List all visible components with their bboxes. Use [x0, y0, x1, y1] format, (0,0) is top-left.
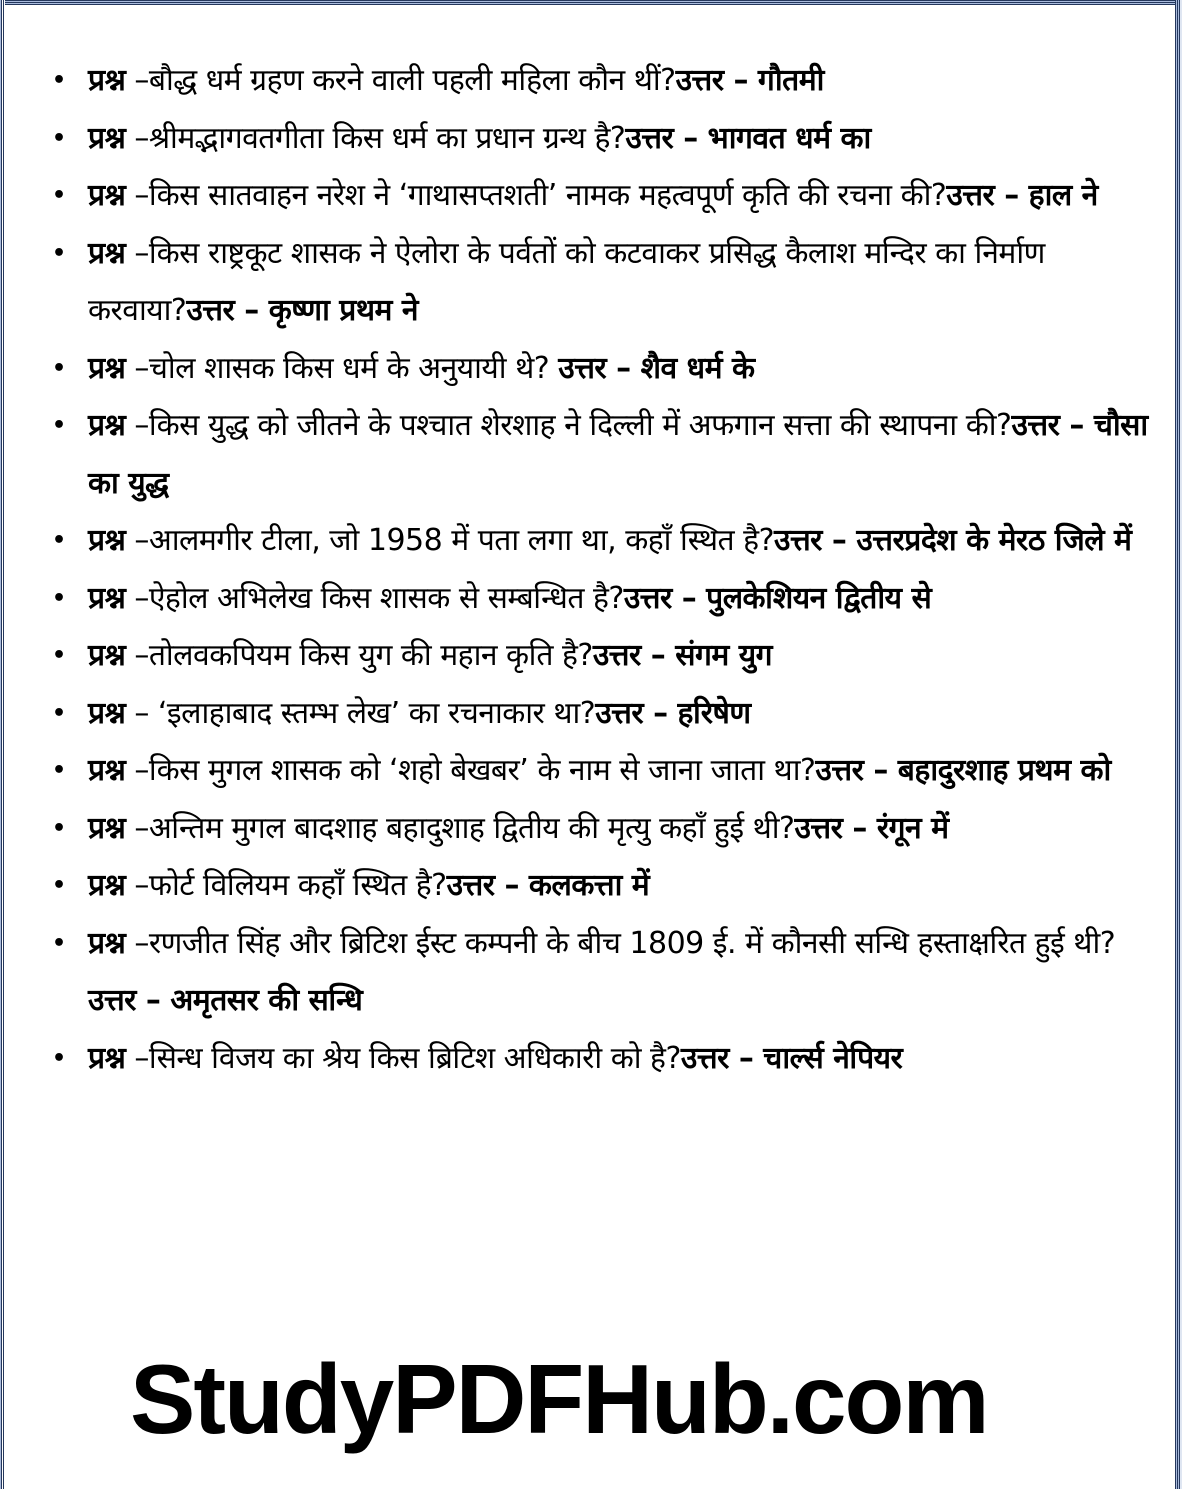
question-text: –बौद्ध धर्म ग्रहण करने वाली पहली महिला कौन थीं? — [125, 63, 676, 98]
answer-text: – बहादुरशाह प्रथम को — [863, 753, 1111, 788]
question-text: –आलमगीर टीला, जो 1958 में पता लगा था, कहाँ स्थित है? — [125, 523, 774, 558]
question-text: –ऐहोल अभिलेख किस शासक से सम्बन्धित है? — [125, 580, 624, 616]
bullet-icon: • — [52, 125, 66, 151]
answer-label: उत्तर — [625, 120, 674, 156]
question-label: प्रश्न — [88, 638, 126, 673]
answer-label: उत्तर — [774, 523, 822, 558]
question-label: प्रश्न — [88, 178, 126, 213]
question-text: –फोर्ट विलियम कहाँ स्थित है? — [125, 868, 447, 903]
question-label: प्रश्न — [88, 120, 126, 156]
answer-label: उत्तर — [815, 753, 864, 788]
bullet-icon: • — [52, 355, 66, 381]
page-border-right — [1175, 0, 1182, 1489]
question-text: –सिन्ध विजय का श्रेय किस ब्रिटिश अधिकारी को है? — [125, 1040, 681, 1076]
answer-text: – पुलकेशियन द्वितीय से — [671, 580, 932, 616]
answer-label: उत्तर — [680, 1040, 729, 1076]
answer-label: उत्तर — [675, 63, 724, 98]
question-text: – ‘इलाहाबाद स्तम्भ लेख’ का रचनाकार था? — [125, 695, 596, 731]
question-label: प्रश्न — [88, 580, 126, 616]
list-item — [48, 915, 1148, 1030]
list-item — [48, 397, 1148, 512]
answer-label: उत्तर — [558, 350, 607, 386]
question-text: –किस युद्ध को जीतने के पश्चात शेरशाह ने दिल्ली में अफगान सत्ता की स्थापना की? — [125, 408, 1012, 443]
answer-text: – हाल ने — [994, 178, 1098, 213]
question-label: प्रश्न — [88, 523, 126, 558]
bullet-icon: • — [52, 930, 66, 956]
question-text: –किस सातवाहन नरेश ने ‘गाथासप्तशती’ नामक महत्वपूर्ण कृति की रचना की? — [125, 178, 947, 213]
document-body — [48, 52, 1148, 1087]
answer-text: – संगम युग — [640, 638, 773, 673]
question-label: प्रश्न — [88, 235, 126, 271]
list-item — [48, 110, 1148, 168]
bullet-icon: • — [52, 1045, 66, 1071]
answer-text: – रंगून में — [842, 810, 949, 846]
question-text: –श्रीमद्भागवतगीता किस धर्म का प्रधान ग्रन्थ है? — [125, 120, 626, 156]
answer-text: – भागवत धर्म का — [673, 120, 871, 156]
bullet-icon: • — [52, 643, 66, 668]
bullet-icon: • — [52, 700, 66, 726]
answer-text: – हरिषेण — [643, 695, 751, 731]
answer-label: उत्तर — [1011, 408, 1060, 443]
answer-text: – गौतमी — [723, 63, 824, 98]
question-label: प्रश्न — [88, 925, 126, 961]
question-label: प्रश्न — [88, 63, 126, 98]
list-item — [48, 1030, 1148, 1088]
bullet-icon: • — [52, 528, 66, 553]
bullet-icon: • — [52, 240, 66, 266]
page-border-left — [0, 0, 5, 1489]
bullet-icon: • — [52, 873, 66, 898]
question-label: प्रश्न — [88, 810, 126, 846]
question-label: प्रश्न — [88, 753, 126, 788]
question-text: –चोल शासक किस धर्म के अनुयायी थे? — [125, 350, 559, 386]
answer-label: उत्तर — [595, 695, 644, 731]
list-item — [48, 742, 1148, 800]
question-label: प्रश्न — [88, 408, 126, 443]
answer-text: – शैव धर्म के — [606, 350, 755, 386]
question-answer-list — [48, 52, 1148, 1087]
question-label: प्रश्न — [88, 1040, 126, 1076]
bullet-icon: • — [52, 815, 66, 841]
bullet-icon: • — [52, 758, 66, 783]
answer-text: – अमृतसर की सन्धि — [135, 983, 363, 1018]
bullet-icon: • — [52, 68, 66, 93]
page-border-top — [0, 0, 1178, 5]
answer-label: उत्तर — [186, 293, 235, 328]
watermark-text: StudyPDFHub.com — [130, 1344, 988, 1454]
list-item — [48, 627, 1148, 685]
question-text: –अन्तिम मुगल बादशाह बहादुशाह द्वितीय की मृत्यु कहाँ हुई थी? — [125, 810, 795, 846]
list-item — [48, 570, 1148, 628]
answer-label: उत्तर — [446, 868, 495, 903]
question-label: प्रश्न — [88, 350, 126, 386]
list-item — [48, 512, 1148, 570]
list-item — [48, 340, 1148, 398]
answer-text: – चौसा का युद्ध — [88, 408, 1148, 501]
answer-label: उत्तर — [794, 810, 843, 846]
question-text: –किस मुगल शासक को ‘शहो बेखबर’ के नाम से जाना जाता था? — [125, 753, 816, 788]
list-item — [48, 167, 1148, 225]
bullet-icon: • — [52, 585, 66, 611]
list-item — [48, 685, 1148, 743]
list-item — [48, 52, 1148, 110]
answer-text: – उत्तरप्रदेश के मेरठ जिले में — [821, 523, 1132, 558]
answer-text: – कृष्णा प्रथम ने — [234, 293, 419, 328]
answer-text: – चार्ल्स नेपियर — [728, 1040, 903, 1076]
list-item — [48, 800, 1148, 858]
bullet-icon: • — [52, 413, 66, 438]
list-item — [48, 225, 1148, 340]
question-text: –रणजीत सिंह और ब्रिटिश ईस्ट कम्पनी के बीच 1809 ई. में कौनसी सन्धि हस्ताक्षरित हुई थी? — [125, 925, 1116, 961]
answer-label: उत्तर — [623, 580, 672, 616]
list-item — [48, 857, 1148, 915]
bullet-icon: • — [52, 183, 66, 208]
question-label: प्रश्न — [88, 695, 126, 731]
answer-text: – कलकत्ता में — [494, 868, 650, 903]
question-text: –तोलवकपियम किस युग की महान कृति है? — [125, 638, 593, 673]
question-text: –किस राष्ट्रकूट शासक ने ऐलोरा के पर्वतों को कटवाकर प्रसिद्ध कैलाश मन्दिर का निर्माण करवाया? — [88, 235, 1045, 328]
answer-label: उत्तर — [946, 178, 995, 213]
question-label: प्रश्न — [88, 868, 126, 903]
answer-label: उत्तर — [592, 638, 641, 673]
answer-label: उत्तर — [88, 983, 136, 1018]
